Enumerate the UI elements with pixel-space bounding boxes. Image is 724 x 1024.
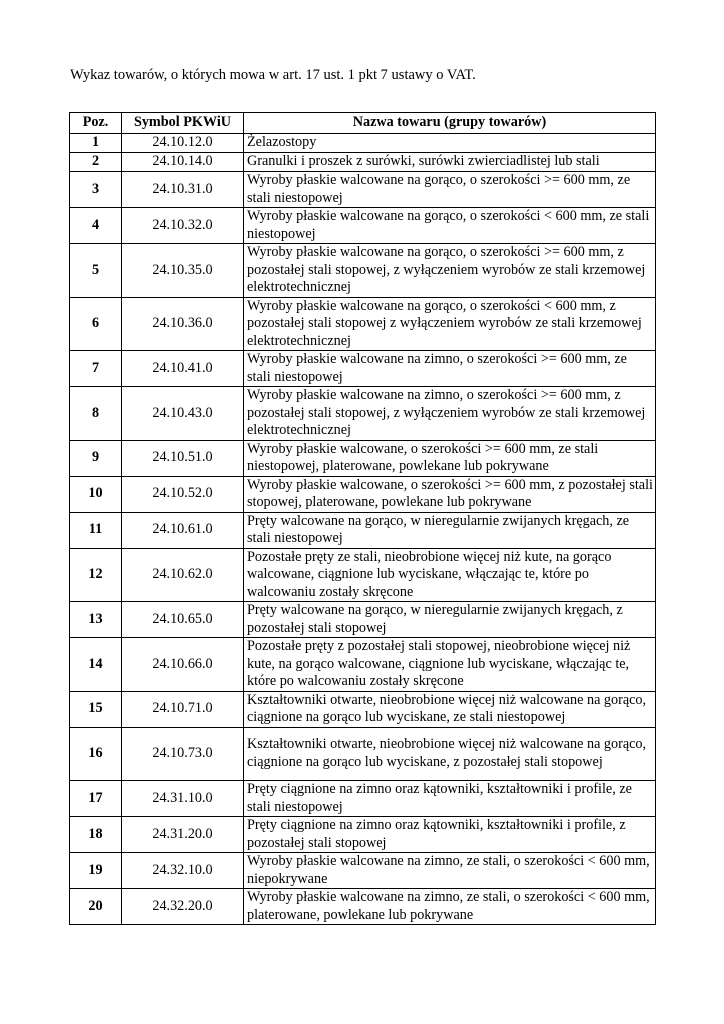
row-name: Żelazostopy xyxy=(244,134,656,153)
row-position: 7 xyxy=(70,351,122,387)
table-header-row xyxy=(70,113,656,134)
row-symbol: 24.10.35.0 xyxy=(122,244,244,298)
row-name: Wyroby płaskie walcowane na gorąco, o szerokości < 600 mm, ze stali niestopowej xyxy=(244,208,656,244)
row-position: 1 xyxy=(70,134,122,153)
row-position: 12 xyxy=(70,548,122,602)
row-name: Wyroby płaskie walcowane na zimno, o szerokości >= 600 mm, ze stali niestopowej xyxy=(244,351,656,387)
row-name: Pozostałe pręty ze stali, nieobrobione więcej niż kute, na gorąco walcowane, ciągnione lub wyciskane, włączając te, które po walcowaniu zostały skręcone xyxy=(244,548,656,602)
row-position: 9 xyxy=(70,440,122,476)
row-name: Wyroby płaskie walcowane na zimno, ze stali, o szerokości < 600 mm, niepokrywane xyxy=(244,853,656,889)
row-symbol: 24.32.10.0 xyxy=(122,853,244,889)
row-position: 5 xyxy=(70,244,122,298)
table-row xyxy=(70,440,656,476)
row-name: Granulki i proszek z surówki, surówki zwierciadlistej lub stali xyxy=(244,153,656,172)
header-poz: Poz. xyxy=(70,113,122,134)
row-position: 3 xyxy=(70,172,122,208)
row-position: 14 xyxy=(70,638,122,692)
goods-table xyxy=(69,112,656,925)
header-symbol: Symbol PKWiU xyxy=(122,113,244,134)
row-position: 13 xyxy=(70,602,122,638)
row-position: 17 xyxy=(70,781,122,817)
row-symbol: 24.10.71.0 xyxy=(122,691,244,727)
row-name: Pręty ciągnione na zimno oraz kątowniki, kształtowniki i profile, z pozostałej stali stopowej xyxy=(244,817,656,853)
row-name: Wyroby płaskie walcowane na gorąco, o szerokości < 600 mm, z pozostałej stali stopowej z wyłączeniem wyrobów ze stali krzemowej elektrotechnicznej xyxy=(244,297,656,351)
row-name: Wyroby płaskie walcowane na gorąco, o szerokości >= 600 mm, z pozostałej stali stopowej, z wyłączeniem wyrobów ze stali krzemowej elektrotechnicznej xyxy=(244,244,656,298)
row-position: 15 xyxy=(70,691,122,727)
table-row xyxy=(70,172,656,208)
table-row xyxy=(70,853,656,889)
row-position: 19 xyxy=(70,853,122,889)
table-row xyxy=(70,817,656,853)
header-name: Nazwa towaru (grupy towarów) xyxy=(244,113,656,134)
row-symbol: 24.10.52.0 xyxy=(122,476,244,512)
row-symbol: 24.10.14.0 xyxy=(122,153,244,172)
table-row xyxy=(70,208,656,244)
row-name: Wyroby płaskie walcowane na zimno, o szerokości >= 600 mm, z pozostałej stali stopowej, z wyłączeniem wyrobów ze stali krzemowej elektrotechnicznej xyxy=(244,387,656,441)
table-row xyxy=(70,387,656,441)
row-position: 20 xyxy=(70,889,122,925)
table-row xyxy=(70,297,656,351)
table-row xyxy=(70,638,656,692)
row-name: Kształtowniki otwarte, nieobrobione więcej niż walcowane na gorąco, ciągnione na gorąco lub wyciskane, ze stali niestopowej xyxy=(244,691,656,727)
row-symbol: 24.10.41.0 xyxy=(122,351,244,387)
row-symbol: 24.10.12.0 xyxy=(122,134,244,153)
row-position: 11 xyxy=(70,512,122,548)
row-symbol: 24.10.66.0 xyxy=(122,638,244,692)
row-name: Pozostałe pręty z pozostałej stali stopowej, nieobrobione więcej niż kute, na gorąco walcowane, ciągnione lub wyciskane, włączając te, które po walcowaniu zostały skręcone xyxy=(244,638,656,692)
row-symbol: 24.10.51.0 xyxy=(122,440,244,476)
row-name: Wyroby płaskie walcowane, o szerokości >= 600 mm, z pozostałej stali stopowej, platerowane, powlekane lub pokrywane xyxy=(244,476,656,512)
row-name: Pręty walcowane na gorąco, w nieregularnie zwijanych kręgach, ze stali niestopowej xyxy=(244,512,656,548)
table-row xyxy=(70,244,656,298)
table-row xyxy=(70,476,656,512)
row-symbol: 24.10.62.0 xyxy=(122,548,244,602)
table-row xyxy=(70,889,656,925)
table-row xyxy=(70,134,656,153)
row-symbol: 24.31.20.0 xyxy=(122,817,244,853)
row-position: 10 xyxy=(70,476,122,512)
table-row xyxy=(70,691,656,727)
row-position: 4 xyxy=(70,208,122,244)
table-row xyxy=(70,512,656,548)
row-position: 8 xyxy=(70,387,122,441)
row-name: Kształtowniki otwarte, nieobrobione więcej niż walcowane na gorąco, ciągnione na gorąco lub wyciskane, z pozostałej stali stopowej xyxy=(244,727,656,781)
row-symbol: 24.10.73.0 xyxy=(122,727,244,781)
row-symbol: 24.10.65.0 xyxy=(122,602,244,638)
row-position: 6 xyxy=(70,297,122,351)
table-row xyxy=(70,548,656,602)
row-symbol: 24.10.61.0 xyxy=(122,512,244,548)
document-intro: Wykaz towarów, o których mowa w art. 17 ust. 1 pkt 7 ustawy o VAT. xyxy=(70,67,476,83)
row-symbol: 24.10.43.0 xyxy=(122,387,244,441)
row-name: Pręty walcowane na gorąco, w nieregularnie zwijanych kręgach, z pozostałej stali stopowej xyxy=(244,602,656,638)
table-row xyxy=(70,781,656,817)
row-position: 2 xyxy=(70,153,122,172)
row-name: Wyroby płaskie walcowane na zimno, ze stali, o szerokości < 600 mm, platerowane, powlekane lub pokrywane xyxy=(244,889,656,925)
row-position: 16 xyxy=(70,727,122,781)
row-position: 18 xyxy=(70,817,122,853)
row-symbol: 24.10.32.0 xyxy=(122,208,244,244)
row-symbol: 24.10.36.0 xyxy=(122,297,244,351)
row-symbol: 24.32.20.0 xyxy=(122,889,244,925)
table-row xyxy=(70,727,656,781)
table-row xyxy=(70,153,656,172)
table-row xyxy=(70,351,656,387)
row-symbol: 24.31.10.0 xyxy=(122,781,244,817)
row-symbol: 24.10.31.0 xyxy=(122,172,244,208)
table-row xyxy=(70,602,656,638)
row-name: Wyroby płaskie walcowane na gorąco, o szerokości >= 600 mm, ze stali niestopowej xyxy=(244,172,656,208)
row-name: Wyroby płaskie walcowane, o szerokości >= 600 mm, ze stali niestopowej, platerowane, powlekane lub pokrywane xyxy=(244,440,656,476)
row-name: Pręty ciągnione na zimno oraz kątowniki, kształtowniki i profile, ze stali niestopowej xyxy=(244,781,656,817)
